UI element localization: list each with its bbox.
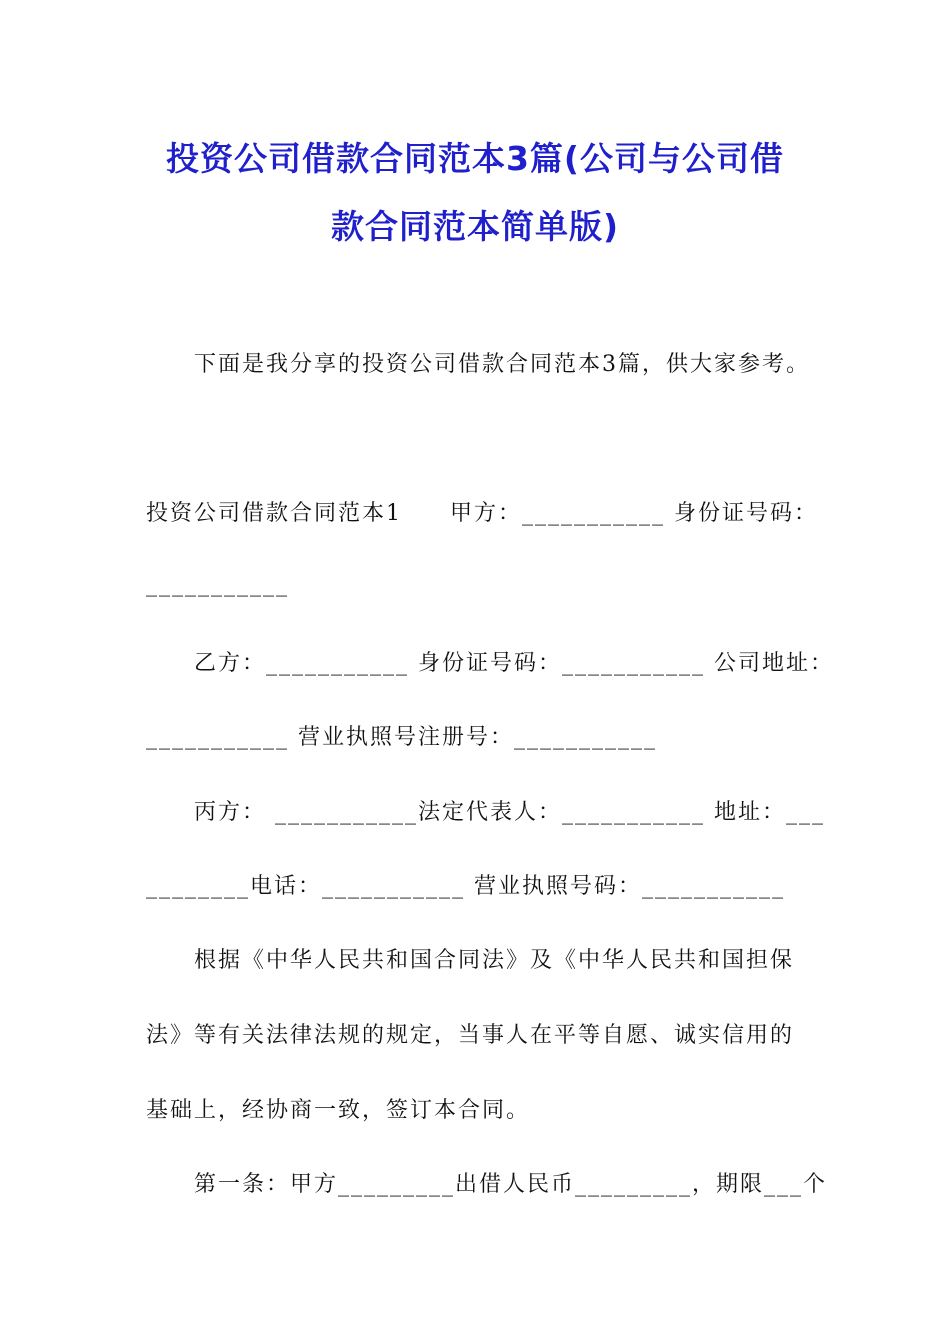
- contract-party-b-line: 乙方：___________ 身份证号码：___________ 公司地址：: [194, 651, 834, 676]
- document-title-line-2: 款合同范本简单版): [330, 207, 620, 246]
- article-one-line: 第一条：甲方_________出借人民币_________，期限___个: [194, 1172, 828, 1197]
- intro-paragraph: 下面是我分享的投资公司借款合同范本3篇，供大家参考。: [194, 352, 810, 377]
- contract-party-b-line-2: ___________ 营业执照号注册号：___________: [146, 725, 657, 750]
- legal-basis-line-2: 法》等有关法律法规的规定，当事人在平等自愿、诚实信用的: [146, 1023, 795, 1048]
- document-title-line-1: 投资公司借款合同范本3篇(公司与公司借: [165, 139, 785, 178]
- contract-party-a-line: 投资公司借款合同范本1 甲方：___________ 身份证号码：: [146, 501, 818, 526]
- contract-party-c-line: 丙方： ___________法定代表人：___________ 地址：___: [194, 800, 825, 825]
- legal-basis-line-1: 根据《中华人民共和国合同法》及《中华人民共和国担保: [194, 948, 795, 973]
- contract-party-c-line-2: ________电话：___________ 营业执照号码：___________: [146, 874, 785, 899]
- contract-party-a-line-2: ___________: [146, 572, 289, 597]
- legal-basis-line-3: 基础上，经协商一致，签订本合同。: [146, 1098, 531, 1123]
